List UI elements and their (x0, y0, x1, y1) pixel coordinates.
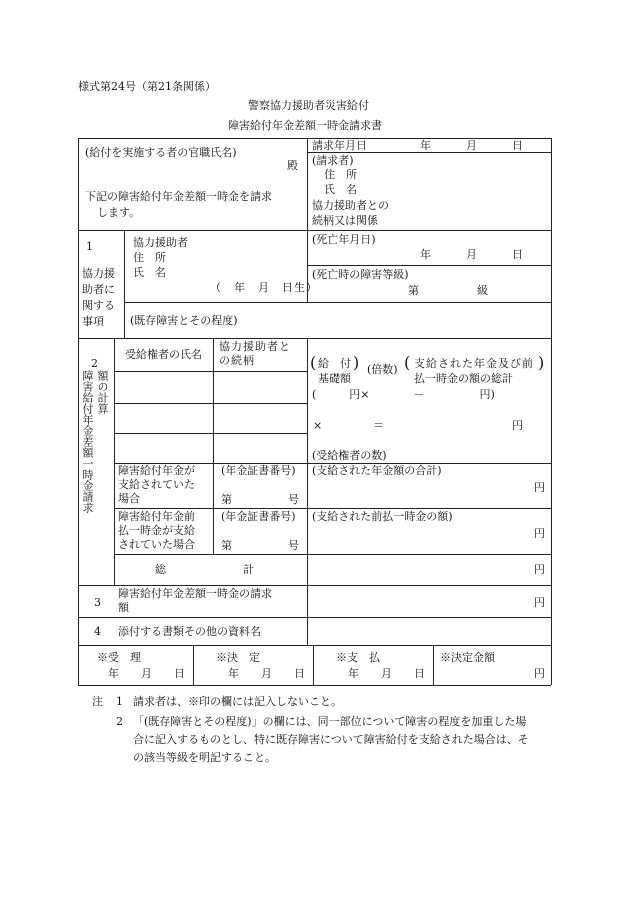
office-received-label: ※受 理 (97, 651, 141, 664)
calc-base-line2: 基礎額 (318, 372, 351, 385)
note-2-text-cont1: 合に記入するものとし、特に既存障害について障害給付を支給された場合は、そ (133, 733, 529, 746)
office-decided-amount-label: ※決定金額 (440, 651, 495, 664)
pension-total-yen: 円 (534, 481, 545, 494)
section4-label: 添付する書類その他の資料名 (118, 625, 261, 638)
grade-suffix: 級 (477, 284, 488, 297)
office-paid-date: 年 月 日 (348, 667, 425, 680)
section3-label: 障害給付年金差額一時金の請求 額 (118, 587, 272, 614)
grand-total-label: 総 計 (155, 563, 254, 576)
calc-row1: ( 円× － 円) (312, 388, 495, 401)
recipient-count-label: (受給権者の数) (312, 449, 387, 462)
section2-title-sub: 額の計算 (96, 370, 109, 414)
pension-paid-label: 障害給付年金が 支給されていた 場合 (118, 464, 195, 505)
section4-number: 4 (94, 625, 101, 638)
helper-address-label: 住 所 (133, 251, 166, 264)
calc-paid-line1: 支給された年金及び前 (414, 357, 534, 370)
dono-label: 殿 (287, 159, 298, 172)
relation-label-1: 協力援助者との (312, 199, 389, 212)
birth-date-label: （ 年 月 日生） (210, 281, 318, 294)
section2-number: 2 (91, 357, 98, 370)
office-decided-date: 年 月 日 (228, 667, 305, 680)
pension-cert-no-label: (年金証書番号) (221, 464, 296, 477)
advance-cert-prefix: 第 (221, 539, 232, 552)
grand-total-yen: 円 (534, 563, 545, 576)
request-date-year: 年 (420, 139, 431, 152)
calc-row2-equals: ＝ (373, 419, 384, 432)
advance-cert-no-label: (年金証書番号) (221, 510, 296, 523)
calc-base-line1: 給 付 (318, 357, 351, 370)
section1-number: 1 (86, 240, 93, 253)
advance-cert-suffix: 号 (288, 539, 299, 552)
form-title-line2: 障害給付年金差額一時金請求書 (228, 119, 382, 132)
recipient-name-header: 受給権者の氏名 (125, 348, 202, 361)
disability-grade-label: (死亡時の障害等級) (312, 268, 409, 281)
form-number: 様式第24号（第21条関係） (78, 80, 216, 93)
request-date-month: 月 (466, 139, 477, 152)
section3-number: 3 (94, 596, 101, 609)
section3-yen: 円 (534, 596, 545, 609)
death-year: 年 (420, 248, 431, 261)
claimant-name-label: 氏 名 (324, 183, 357, 196)
request-date-day: 日 (512, 139, 523, 152)
pension-cert-prefix: 第 (221, 493, 232, 506)
pension-total-label: (支給された年金額の合計) (312, 464, 442, 477)
advance-paid-label: 障害給付年金前 払一時金が支給 されていた場合 (118, 510, 195, 551)
note-2-text: 「(既存障害とその程度)」の欄には、同一部位について障害の程度を加重した場 (133, 715, 527, 728)
calc-paid-line2: 払一時金の額の総計 (414, 372, 513, 385)
section1-title: 協力援 助者に 関する 事項 (82, 267, 115, 328)
helper-name-label: 氏 名 (133, 266, 166, 279)
death-month: 月 (466, 248, 477, 261)
office-received-date: 年 月 日 (108, 667, 185, 680)
office-decided-label: ※決 定 (216, 651, 260, 664)
request-date-label: 請求年月日 (312, 139, 367, 152)
office-paid-label: ※支 払 (336, 651, 380, 664)
death-day: 日 (512, 248, 523, 261)
existing-disability-label: (既存障害とその程度) (130, 314, 238, 327)
note-1-text: 請求者は、※印の欄には記入しないこと。 (133, 695, 342, 708)
claimant-label: (請求者) (312, 154, 354, 167)
form-title-line1: 警察協力援助者災害給付 (248, 99, 369, 112)
note-2-text-cont2: の該当等級を明記すること。 (133, 751, 276, 764)
grade-prefix: 第 (408, 284, 419, 297)
advance-total-yen: 円 (534, 527, 545, 540)
helper-label: 協力援助者 (133, 236, 188, 249)
note-2-number: 2 (116, 715, 123, 728)
section2-title-main: 障害給付年金差額一時金請求 (81, 370, 94, 513)
relation-header: 協力援助者と の続柄 (219, 340, 291, 367)
notes-prefix: 注 (92, 695, 103, 708)
death-date-label: (死亡年月日) (312, 233, 376, 246)
calc-row2-yen: 円 (512, 419, 523, 432)
relation-label-2: 続柄又は関係 (312, 214, 378, 227)
calc-row2-times: × (313, 419, 323, 432)
pension-cert-suffix: 号 (288, 493, 299, 506)
claimant-address-label: 住 所 (324, 168, 357, 181)
office-decided-amount-yen: 円 (534, 667, 545, 680)
official-label: (給付を実施する者の官職氏名) (85, 146, 237, 159)
advance-total-label: (支給された前払一時金の額) (312, 510, 453, 523)
request-text: 下記の障害給付年金差額一時金を請求 します。 (85, 190, 272, 219)
note-1-number: 1 (116, 695, 123, 708)
calc-times-label: (倍数) (367, 363, 398, 376)
